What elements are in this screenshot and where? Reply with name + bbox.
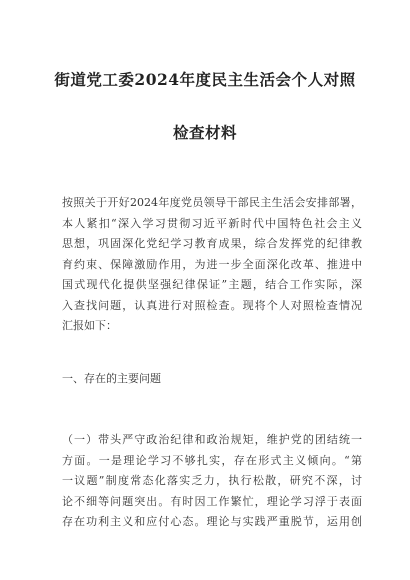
paragraph-line: 一议题”制度常态化落实乏力，执行松散，研究不深，讨 <box>62 474 362 487</box>
document-title-line-1: 街道党工委2024年度民主生活会个人对照 <box>54 70 356 89</box>
paragraph-line: 论不细等问题突出。有时因工作繁忙，理论学习浮于表面 <box>62 494 362 508</box>
paragraph-line: 国式现代化提供坚强纪律保证”主题，结合工作实际，深 <box>62 278 362 291</box>
paragraph-line: 存在功利主义和应付心态。理论与实践严重脱节，运用创 <box>62 515 362 528</box>
paragraph-line: 本人紧扣“深入学习贯彻习近平新时代中国特色社会主义 <box>62 216 362 230</box>
paragraph-line: 按照关于开好2024年度党员领导干部民主生活会安排部署， <box>62 196 362 209</box>
section-heading: 一、存在的主要问题 <box>62 372 161 385</box>
paragraph-line: （一）带头严守政治纪律和政治规矩，维护党的团结统一 <box>62 433 362 446</box>
paragraph-line: 育约束、保障激励作用，为进一步全面深化改革、推进中 <box>62 257 362 271</box>
intro-paragraph <box>62 193 362 337</box>
paragraph-line: 方面。一是理论学习不够扎实，存在形式主义倾向。“第 <box>62 453 362 467</box>
document-title-line-2: 检查材料 <box>172 123 237 142</box>
paragraph-line: 入查找问题，认真进行对照检查。现将个人对照检查情况 <box>62 298 362 312</box>
problems-paragraph <box>62 430 362 533</box>
paragraph-line: 汇报如下： <box>62 319 117 332</box>
paragraph-line: 思想，巩固深化党纪学习教育成果，综合发挥党的纪律教 <box>62 237 362 250</box>
